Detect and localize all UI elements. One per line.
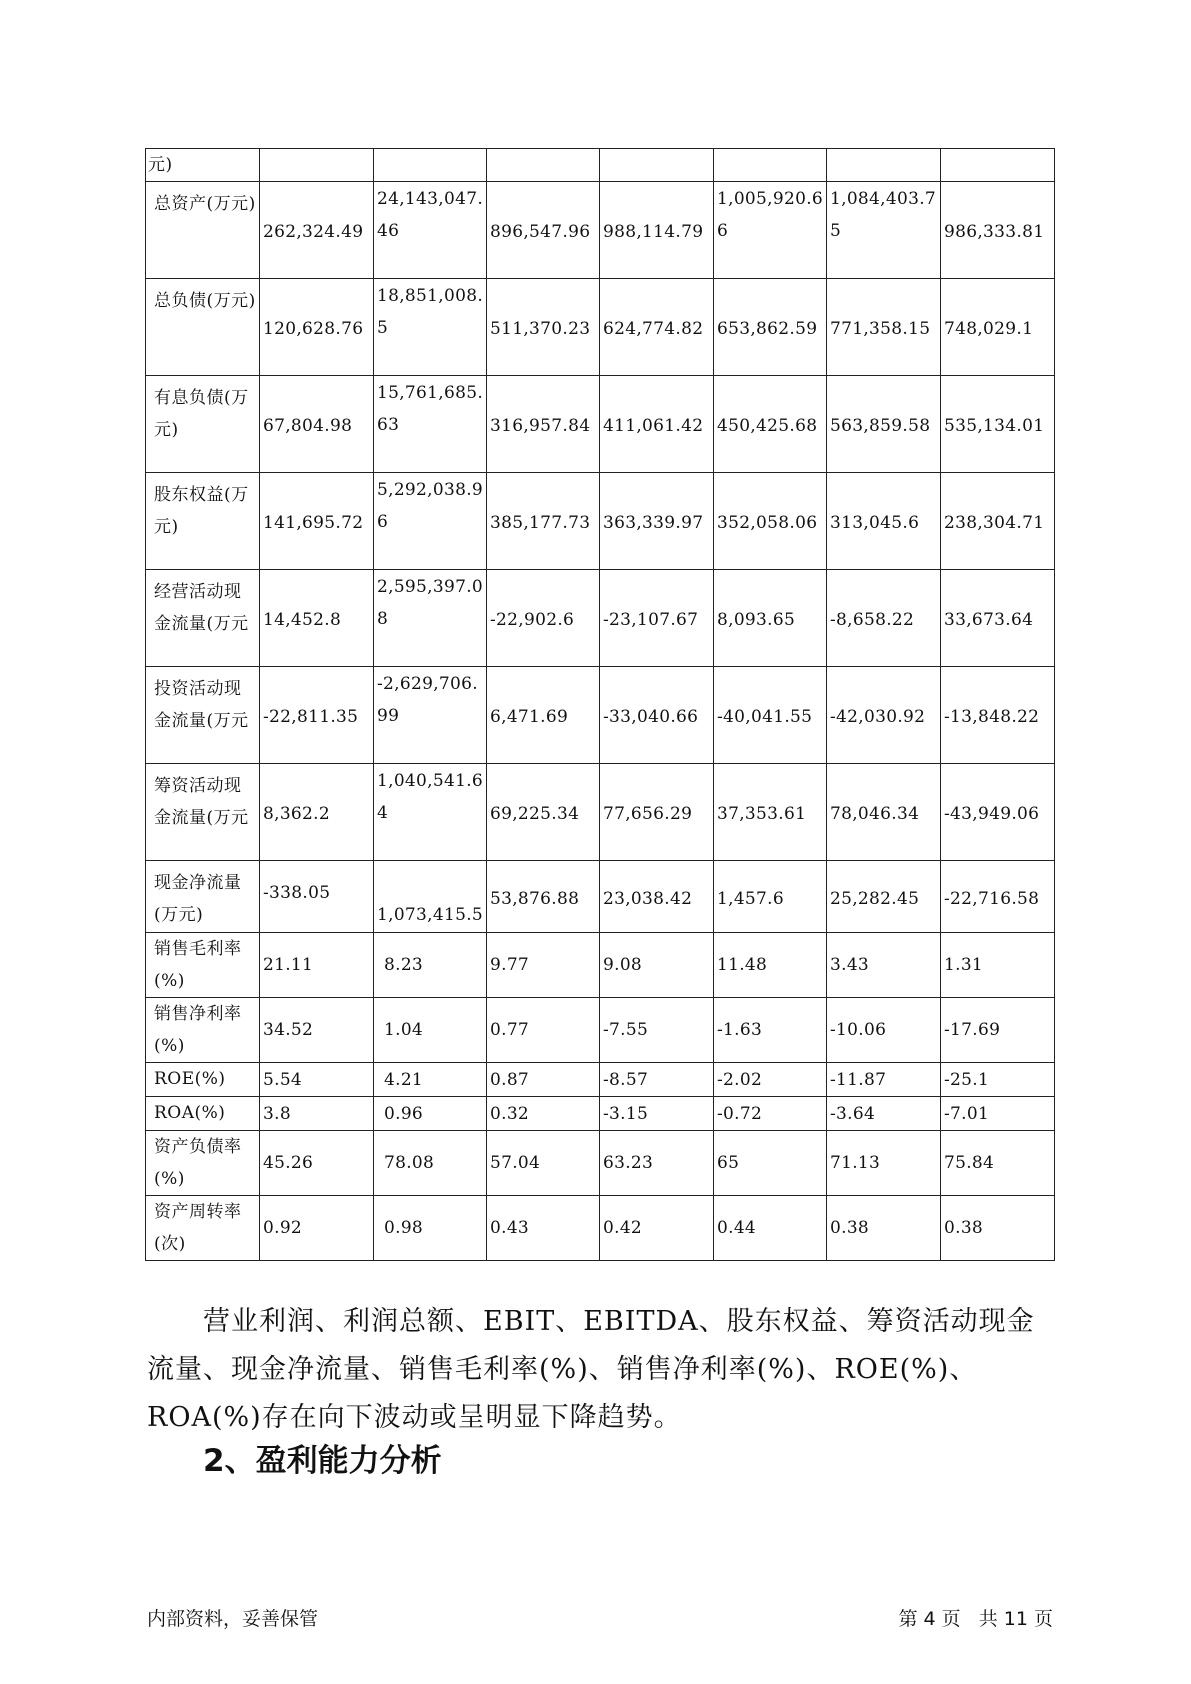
table-cell: 34.52 — [260, 998, 374, 1063]
row-label: 股东权益(万元) — [146, 473, 260, 570]
table-cell: 120,628.76 — [260, 279, 374, 376]
table-cell: 3.43 — [827, 933, 941, 998]
table-row — [146, 933, 1055, 998]
table-cell: 896,547.96 — [487, 182, 600, 279]
table-cell: 316,957.84 — [487, 376, 600, 473]
row-label: 销售净利率(%) — [146, 998, 260, 1063]
table-cell: 1,073,415.5 — [374, 861, 487, 933]
table-row — [146, 1063, 1055, 1097]
table-cell: 9.77 — [487, 933, 600, 998]
table-cell: 14,452.8 — [260, 570, 374, 667]
table-cell: 0.38 — [941, 1196, 1055, 1261]
table-cell: 78,046.34 — [827, 764, 941, 861]
table-cell: 8.23 — [374, 933, 487, 998]
table-cell: -25.1 — [941, 1063, 1055, 1097]
table-cell: -7.55 — [600, 998, 714, 1063]
table-row — [146, 570, 1055, 667]
table-cell: 1,457.6 — [714, 861, 827, 933]
row-label: ROA(%) — [146, 1097, 260, 1131]
table-cell: 4.21 — [374, 1063, 487, 1097]
table-cell: 65 — [714, 1131, 827, 1196]
table-row — [146, 861, 1055, 933]
table-cell: -11.87 — [827, 1063, 941, 1097]
table-cell: 0.77 — [487, 998, 600, 1063]
table-cell: -3.15 — [600, 1097, 714, 1131]
table-cell — [600, 149, 714, 182]
table-cell: 8,362.2 — [260, 764, 374, 861]
table-cell: -17.69 — [941, 998, 1055, 1063]
table-cell: 511,370.23 — [487, 279, 600, 376]
table-cell: 15,761,685.63 — [374, 376, 487, 473]
table-cell — [487, 149, 600, 182]
footer-confidential-note: 内部资料，妥善保管 — [147, 1608, 319, 1630]
row-label: 销售毛利率(%) — [146, 933, 260, 998]
table-cell: 75.84 — [941, 1131, 1055, 1196]
table-cell: 0.92 — [260, 1196, 374, 1261]
table-row — [146, 667, 1055, 764]
table-cell: 986,333.81 — [941, 182, 1055, 279]
table-cell: 11.48 — [714, 933, 827, 998]
table-cell — [827, 149, 941, 182]
table-cell: 67,804.98 — [260, 376, 374, 473]
table-cell: 450,425.68 — [714, 376, 827, 473]
table-cell: -22,902.6 — [487, 570, 600, 667]
table-cell: 78.08 — [374, 1131, 487, 1196]
table-cell: -2,629,706.99 — [374, 667, 487, 764]
row-label: ROE(%) — [146, 1063, 260, 1097]
table-cell: 0.98 — [374, 1196, 487, 1261]
table-cell: -22,716.58 — [941, 861, 1055, 933]
table-row — [146, 182, 1055, 279]
table-row — [146, 1196, 1055, 1261]
table-cell — [260, 149, 374, 182]
table-cell: 748,029.1 — [941, 279, 1055, 376]
table-cell: 21.11 — [260, 933, 374, 998]
table-cell: 77,656.29 — [600, 764, 714, 861]
row-label: 筹资活动现金流量(万元 — [146, 764, 260, 861]
table-cell: 71.13 — [827, 1131, 941, 1196]
table-cell: 988,114.79 — [600, 182, 714, 279]
table-cell: -2.02 — [714, 1063, 827, 1097]
table-cell: 69,225.34 — [487, 764, 600, 861]
table-cell: 1,084,403.75 — [827, 182, 941, 279]
table-cell: 3.8 — [260, 1097, 374, 1131]
table-cell — [941, 149, 1055, 182]
table-cell: 5,292,038.96 — [374, 473, 487, 570]
table-cell: 653,862.59 — [714, 279, 827, 376]
table-cell: 0.38 — [827, 1196, 941, 1261]
table-row — [146, 1097, 1055, 1131]
table-row — [146, 1131, 1055, 1196]
table-cell: -7.01 — [941, 1097, 1055, 1131]
table-cell: 0.96 — [374, 1097, 487, 1131]
table-cell: 624,774.82 — [600, 279, 714, 376]
section-heading: 2、盈利能力分析 — [203, 1443, 442, 1479]
table-cell: 33,673.64 — [941, 570, 1055, 667]
row-label: 总负债(万元) — [146, 279, 260, 376]
table-cell: 45.26 — [260, 1131, 374, 1196]
table-cell: 1.31 — [941, 933, 1055, 998]
financial-table — [145, 148, 1055, 1261]
table-cell: -13,848.22 — [941, 667, 1055, 764]
table-cell: -40,041.55 — [714, 667, 827, 764]
row-label: 投资活动现金流量(万元 — [146, 667, 260, 764]
table-cell — [374, 149, 487, 182]
table-row — [146, 149, 1055, 182]
table-cell: 23,038.42 — [600, 861, 714, 933]
table-cell: 535,134.01 — [941, 376, 1055, 473]
table-cell: 1,005,920.66 — [714, 182, 827, 279]
table-cell: 63.23 — [600, 1131, 714, 1196]
table-cell: -8,658.22 — [827, 570, 941, 667]
table-cell: 262,324.49 — [260, 182, 374, 279]
table-cell: 53,876.88 — [487, 861, 600, 933]
row-label: 元) — [146, 149, 260, 182]
table-cell: 5.54 — [260, 1063, 374, 1097]
table-row — [146, 764, 1055, 861]
row-label: 总资产(万元) — [146, 182, 260, 279]
table-cell: 6,471.69 — [487, 667, 600, 764]
table-cell: -33,040.66 — [600, 667, 714, 764]
table-cell: -1.63 — [714, 998, 827, 1063]
table-row — [146, 279, 1055, 376]
table-cell: 0.43 — [487, 1196, 600, 1261]
table-row — [146, 376, 1055, 473]
table-cell: 352,058.06 — [714, 473, 827, 570]
table-cell: -8.57 — [600, 1063, 714, 1097]
table-cell: 2,595,397.08 — [374, 570, 487, 667]
table-row — [146, 998, 1055, 1063]
row-label: 资产负债率(%) — [146, 1131, 260, 1196]
table-cell: 0.87 — [487, 1063, 600, 1097]
row-label: 经营活动现金流量(万元 — [146, 570, 260, 667]
table-cell: 9.08 — [600, 933, 714, 998]
summary-paragraph: 营业利润、利润总额、EBIT、EBITDA、股东权益、筹资活动现金流量、现金净流量、销售毛利率(%)、销售净利率(%)、ROE(%)、ROA(%)存在向下波动或呈明显下降趋势。 — [147, 1306, 1035, 1433]
table-cell: 563,859.58 — [827, 376, 941, 473]
table-cell — [714, 149, 827, 182]
table-row — [146, 473, 1055, 570]
table-cell: 25,282.45 — [827, 861, 941, 933]
table-cell: -3.64 — [827, 1097, 941, 1131]
table-cell: 57.04 — [487, 1131, 600, 1196]
table-cell: 37,353.61 — [714, 764, 827, 861]
row-label: 资产周转率(次) — [146, 1196, 260, 1261]
table-cell: -10.06 — [827, 998, 941, 1063]
table-cell: 385,177.73 — [487, 473, 600, 570]
table-cell: 8,093.65 — [714, 570, 827, 667]
table-cell: 411,061.42 — [600, 376, 714, 473]
table-cell: -43,949.06 — [941, 764, 1055, 861]
table-cell: -22,811.35 — [260, 667, 374, 764]
table-cell: 18,851,008.5 — [374, 279, 487, 376]
table-cell: 24,143,047.46 — [374, 182, 487, 279]
table-cell: 0.32 — [487, 1097, 600, 1131]
table-cell: 0.44 — [714, 1196, 827, 1261]
table-cell: 1.04 — [374, 998, 487, 1063]
table-cell: 1,040,541.64 — [374, 764, 487, 861]
table-cell: 363,339.97 — [600, 473, 714, 570]
table-cell: 771,358.15 — [827, 279, 941, 376]
footer-page-number: 第 4 页 共 11 页 — [898, 1608, 1053, 1630]
row-label: 有息负债(万元) — [146, 376, 260, 473]
table-cell: 141,695.72 — [260, 473, 374, 570]
table-cell: -0.72 — [714, 1097, 827, 1131]
table-cell: -42,030.92 — [827, 667, 941, 764]
row-label: 现金净流量(万元) — [146, 861, 260, 933]
table-cell: 0.42 — [600, 1196, 714, 1261]
table-cell: -338.05 — [260, 861, 374, 933]
table-cell: 238,304.71 — [941, 473, 1055, 570]
table-cell: 313,045.6 — [827, 473, 941, 570]
table-cell: -23,107.67 — [600, 570, 714, 667]
